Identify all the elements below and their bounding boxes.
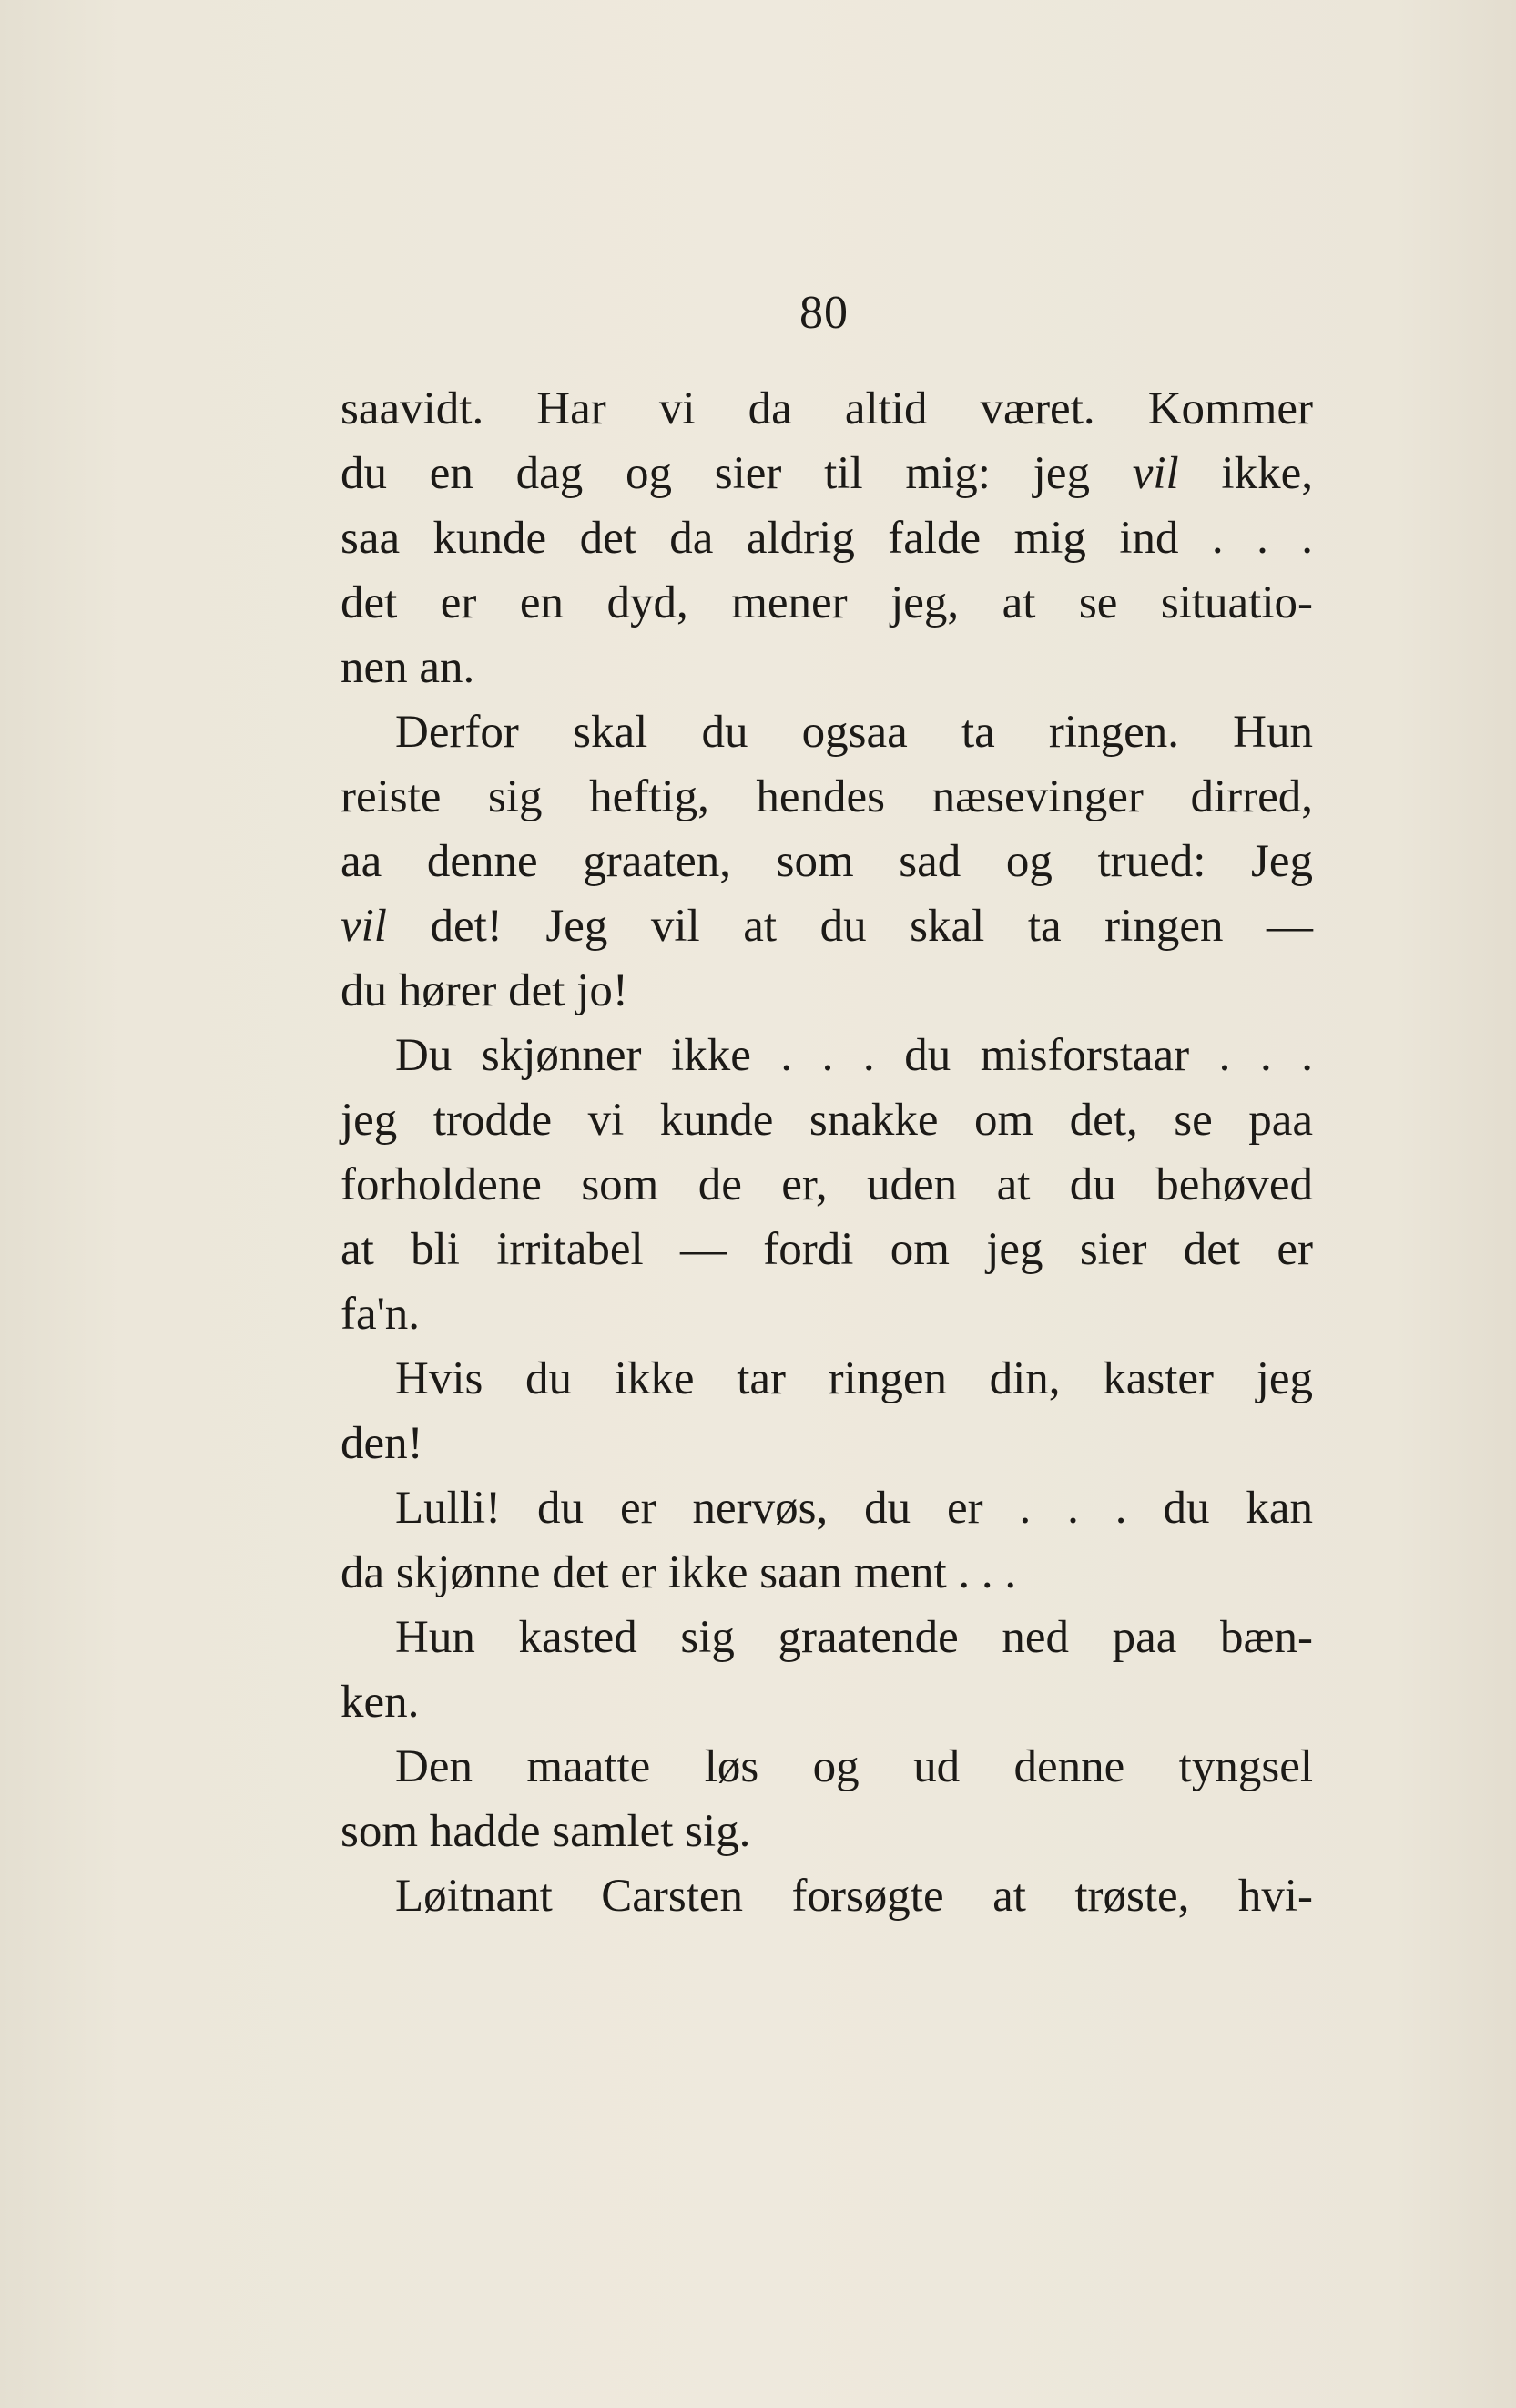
text-line: du hører det jo! bbox=[341, 965, 628, 1016]
text-line: Du skjønner ikke . . . du misforstaar . . . bbox=[395, 1030, 1313, 1081]
text-line: Derfor skal du ogsaa ta ringen. Hun bbox=[395, 707, 1313, 758]
page-number: 80 bbox=[799, 287, 849, 339]
text-line: da skjønne det er ikke saan ment . . . bbox=[341, 1547, 1017, 1598]
text-line: fa'n. bbox=[341, 1289, 421, 1340]
text-line: reiste sig heftig, hendes næsevinger dirred, bbox=[341, 771, 1313, 822]
text-line: ken. bbox=[341, 1677, 420, 1728]
text-line: den! bbox=[341, 1418, 423, 1469]
text-line: det er en dyd, mener jeg, at se situatio- bbox=[341, 577, 1313, 628]
text-line: Hun kasted sig graatende ned paa bæn- bbox=[395, 1612, 1313, 1663]
text-line: som hadde samlet sig. bbox=[341, 1806, 751, 1857]
text-line: Løitnant Carsten forsøgte at trøste, hvi- bbox=[395, 1871, 1313, 1922]
emphasis: vil bbox=[1132, 448, 1179, 499]
text-line: jeg trodde vi kunde snakke om det, se paa bbox=[341, 1095, 1313, 1146]
text-line: Den maatte løs og ud denne tyngsel bbox=[395, 1741, 1313, 1792]
text-line: Lulli! du er nervøs, du er . . . du kan bbox=[395, 1483, 1313, 1534]
text-line: forholdene som de er, uden at du behøved bbox=[341, 1159, 1313, 1210]
text-line: saa kunde det da aldrig falde mig ind . . . bbox=[341, 513, 1313, 564]
emphasis: vil bbox=[341, 901, 387, 952]
text-line: du en dag og sier til mig: jeg vil ikke, bbox=[341, 448, 1313, 499]
text-line: Hvis du ikke tar ringen din, kaster jeg bbox=[395, 1353, 1313, 1404]
text-line: vil det! Jeg vil at du skal ta ringen — bbox=[341, 901, 1313, 952]
text-line: nen an. bbox=[341, 642, 475, 693]
text-line: aa denne graaten, som sad og trued: Jeg bbox=[341, 836, 1313, 887]
text-line: at bli irritabel — fordi om jeg sier det er bbox=[341, 1224, 1313, 1275]
body-text bbox=[341, 377, 1313, 1929]
text-line: saavidt. Har vi da altid været. Kommer bbox=[341, 383, 1313, 434]
